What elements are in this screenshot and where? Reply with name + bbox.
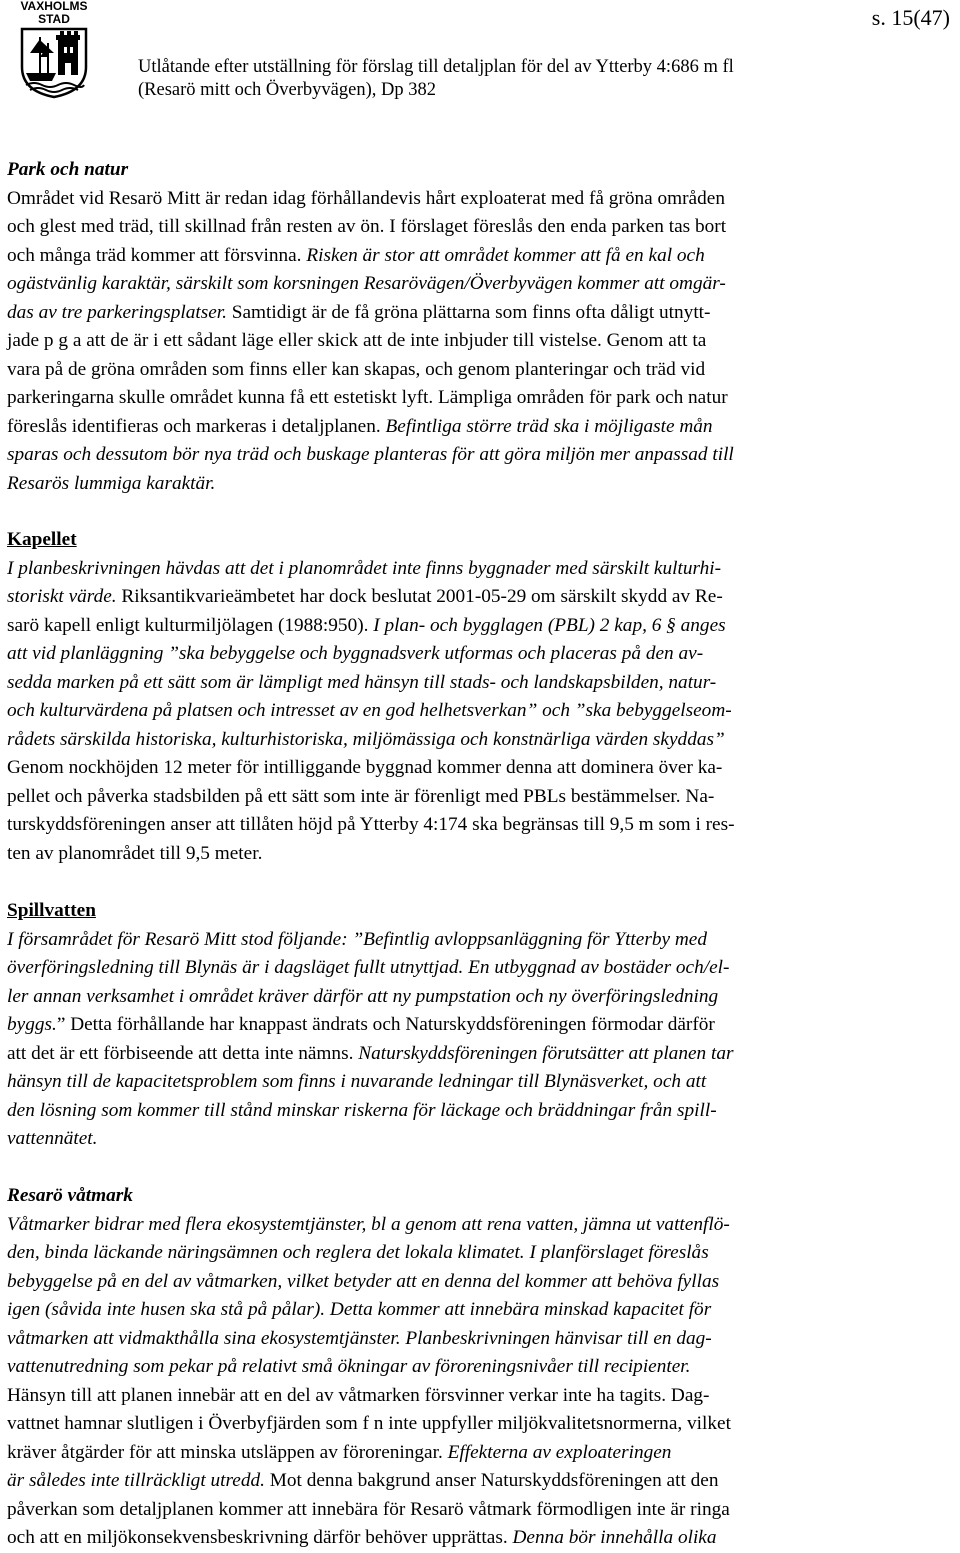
text-line xyxy=(7,840,952,869)
section-heading: Spillvatten xyxy=(7,900,96,921)
body-text: Genom nockhöjden 12 meter för intilliggande byggnad kommer denna att dominera över ka- xyxy=(7,757,723,778)
text-line xyxy=(7,384,952,413)
italic-text: är således inte tillräckligt utredd. xyxy=(7,1470,265,1491)
section-body xyxy=(7,926,952,1154)
italic-text: Befintliga större träd ska i möjligaste mån xyxy=(385,415,713,437)
text-line xyxy=(7,470,952,499)
text-line xyxy=(7,1125,952,1154)
text-line xyxy=(7,1353,952,1382)
body-text: och glest med träd, till skillnad från resten av ön. I förslaget föreslås den enda parken tas bort xyxy=(7,216,727,237)
text-line xyxy=(7,1382,952,1411)
body-text: Mot denna bakgrund anser Naturskyddsföreningen att den xyxy=(264,1470,719,1491)
text-line xyxy=(7,1467,952,1496)
section-heading: Kapellet xyxy=(7,529,77,550)
section-park-och-natur xyxy=(7,156,952,498)
text-line xyxy=(7,1325,952,1354)
text-line xyxy=(7,1097,952,1126)
body-text: vara på de gröna områden som finns eller kan skapas, och genom planteringar och träd vid xyxy=(7,358,706,380)
document-title-line2: (Resarö mitt och Överbyvägen), Dp 382 xyxy=(138,80,436,100)
text-line xyxy=(7,242,952,271)
italic-text: igen (såvida inte husen ska stå på pålar). Detta kommer att innebära minskad kapacitet för xyxy=(7,1299,712,1320)
text-line xyxy=(7,1496,952,1525)
section-heading: Resarö våtmark xyxy=(7,1185,133,1206)
body-text: föreslås identifieras och markeras i detaljplanen. xyxy=(7,415,386,437)
body-text: ten av planområdet till 9,5 meter. xyxy=(7,842,263,864)
italic-text: att vid planläggning ”ska bebyggelse och byggnadsverk utformas och placeras på den av- xyxy=(7,643,704,664)
italic-text: I plan- och bygglagen (PBL) 2 kap, 6 § anges xyxy=(373,614,726,636)
italic-text: vattenutredning som pekar på relativt små ökningar av föroreningsnivåer till recipienter. xyxy=(7,1356,691,1377)
italic-text: sparas och dessutom bör nya träd och buskage planteras för att göra miljön mer anpassad till xyxy=(7,444,734,465)
coat-of-arms-icon xyxy=(20,27,88,99)
text-line xyxy=(7,1211,952,1240)
section-body xyxy=(7,1211,952,1553)
italic-text: storiskt värde. xyxy=(7,586,117,607)
text-line xyxy=(7,783,952,812)
italic-text: Våtmarker bidrar med flera ekosystemtjänster, bl a genom att rena vatten, jämna ut vattenflö- xyxy=(7,1213,730,1235)
logo-name-line2: STAD xyxy=(38,12,70,26)
text-line xyxy=(7,356,952,385)
text-line xyxy=(7,413,952,442)
body-text: turskyddsföreningen anser att tillåten höjd på Ytterby 4:174 ska begränsas till 9,5 m som i res- xyxy=(7,814,735,835)
body-text: Samtidigt är de få gröna plättarna som finns ofta dåligt utnytt- xyxy=(226,301,711,323)
section-resaro-vatmark xyxy=(7,1182,952,1553)
section-spillvatten xyxy=(7,897,952,1154)
italic-text: I planbeskrivningen hävdas att det i planområdet inte finns byggnader med särskilt kulturhi- xyxy=(7,557,722,579)
body-text: Riksantikvarieämbetet har dock beslutat 2001-05-29 om särskilt skydd av Re- xyxy=(116,586,723,607)
municipality-logo xyxy=(0,0,108,100)
body-text: ” Detta förhållande har knappast ändrats och Naturskyddsföreningen förmodar därför xyxy=(56,1014,715,1035)
text-line xyxy=(7,299,952,328)
text-line xyxy=(7,1296,952,1325)
text-line xyxy=(7,1410,952,1439)
text-line xyxy=(7,327,952,356)
italic-text: Resarös lummiga karaktär. xyxy=(7,472,216,494)
italic-text: ler annan verksamhet i området kräver därför att ny pumpstation och ny överföringsledning xyxy=(7,985,719,1007)
body-text: kräver åtgärder för att minska utsläppen av föroreningar. xyxy=(7,1441,448,1463)
text-line xyxy=(7,583,952,612)
text-line xyxy=(7,726,952,755)
text-line xyxy=(7,1068,952,1097)
italic-text: rådets särskilda historiska, kulturhistoriska, miljömässiga och konstnärliga värden skyddas” xyxy=(7,728,725,750)
italic-text: hänsyn till de kapacitetsproblem som finns i nuvarande ledningar till Blynäsverket, och att xyxy=(7,1071,707,1092)
text-line xyxy=(7,213,952,242)
italic-text: den, binda läckande näringsämnen och reglera det lokala klimatet. I planförslaget föreslås xyxy=(7,1242,709,1263)
text-line xyxy=(7,555,952,584)
italic-text: Effekterna av exploateringen xyxy=(447,1441,672,1463)
italic-text: bebyggelse på en del av våtmarken, vilket betyder att en denna del kommer att behöva fyllas xyxy=(7,1270,720,1292)
text-line xyxy=(7,669,952,698)
text-line xyxy=(7,954,952,983)
text-line xyxy=(7,441,952,470)
text-line xyxy=(7,1239,952,1268)
body-text: Hänsyn till att planen innebär att en del av våtmarken försvinner verkar inte ha tagits. Dag- xyxy=(7,1384,710,1406)
body-text: och att en miljökonsekvensbeskrivning därför behöver upprättas. xyxy=(7,1527,513,1548)
text-line xyxy=(7,811,952,840)
italic-text: byggs. xyxy=(7,1014,57,1035)
body-text: parkeringarna skulle området kunna få ett estetiskt lyft. Lämpliga områden för park och natur xyxy=(7,387,728,408)
body-text: pellet och påverka stadsbilden på ett sätt som inte är förenligt med PBLs bestämmelser. Na- xyxy=(7,785,715,807)
text-line xyxy=(7,1439,952,1468)
body-text: och många träd kommer att försvinna. xyxy=(7,244,307,266)
body-text: att det är ett förbiseende att detta inte nämns. xyxy=(7,1042,359,1064)
italic-text: sedda marken på ett sätt som är lämpligt med hänsyn till stads- och landskapsbilden, natur- xyxy=(7,671,717,693)
body-text: sarö kapell enligt kulturmiljölagen (1988:950). xyxy=(7,614,374,636)
italic-text: ogästvänlig karaktär, särskilt som korsningen Resarövägen/Överbyvägen kommer att omgär- xyxy=(7,273,726,294)
section-body xyxy=(7,185,952,499)
italic-text: våtmarken att vidmakthålla sina ekosystemtjänster. Planbeskrivningen hänvisar till en dag- xyxy=(7,1327,712,1349)
italic-text: das av tre parkeringsplatser. xyxy=(7,301,227,323)
page-number: s. 15(47) xyxy=(871,5,950,30)
italic-text: Denna bör innehålla olika xyxy=(512,1527,717,1548)
text-line xyxy=(7,1268,952,1297)
italic-text: Risken är stor att området kommer att få en kal och xyxy=(306,244,705,266)
text-line xyxy=(7,754,952,783)
section-body xyxy=(7,555,952,869)
body-text: påverkan som detaljplanen kommer att innebära för Resarö våtmark förmodligen inte är ringa xyxy=(7,1498,730,1520)
italic-text: överföringsledning till Blynäs är i dagsläget fullt utnyttjad. En utbyggnad av bostäder och/el- xyxy=(7,957,730,978)
text-line xyxy=(7,983,952,1012)
text-line xyxy=(7,926,952,955)
text-line xyxy=(7,1524,952,1553)
body-text: jade p g a att de är i ett sådant läge eller skick att de inte inbjuder till vistelse. Genom att ta xyxy=(7,330,707,351)
document-title-line1: Utlåtande efter utställning för förslag till detaljplan för del av Ytterby 4:686 m fl xyxy=(138,57,734,77)
text-line xyxy=(7,1040,952,1069)
text-line xyxy=(7,612,952,641)
italic-text: den lösning som kommer till stånd minskar riskerna för läckage och bräddningar från spill- xyxy=(7,1099,717,1121)
logo-name-line1: VAXHOLMS xyxy=(20,0,88,13)
document-title xyxy=(138,56,734,102)
italic-text: Naturskyddsföreningen förutsätter att planen tar xyxy=(358,1042,734,1064)
italic-text: I församrådet för Resarö Mitt stod följande: ”Befintlig avloppsanläggning för Ytterby med xyxy=(7,928,707,950)
text-line xyxy=(7,697,952,726)
body-text: vattnet hamnar slutligen i Överbyfjärden som f n inte uppfyller miljökvalitetsnormerna, vilket xyxy=(7,1413,731,1434)
text-line xyxy=(7,185,952,214)
text-line xyxy=(7,270,952,299)
section-kapellet xyxy=(7,526,952,868)
italic-text: och kulturvärdena på platsen och intresset av en god helhetsverkan” och ”ska bebyggelseom- xyxy=(7,700,732,721)
italic-text: vattennätet. xyxy=(7,1128,98,1149)
text-line xyxy=(7,640,952,669)
body-text: Området vid Resarö Mitt är redan idag förhållandevis hårt exploaterat med få gröna områden xyxy=(7,187,725,209)
text-line xyxy=(7,1011,952,1040)
section-heading: Park och natur xyxy=(7,159,129,180)
